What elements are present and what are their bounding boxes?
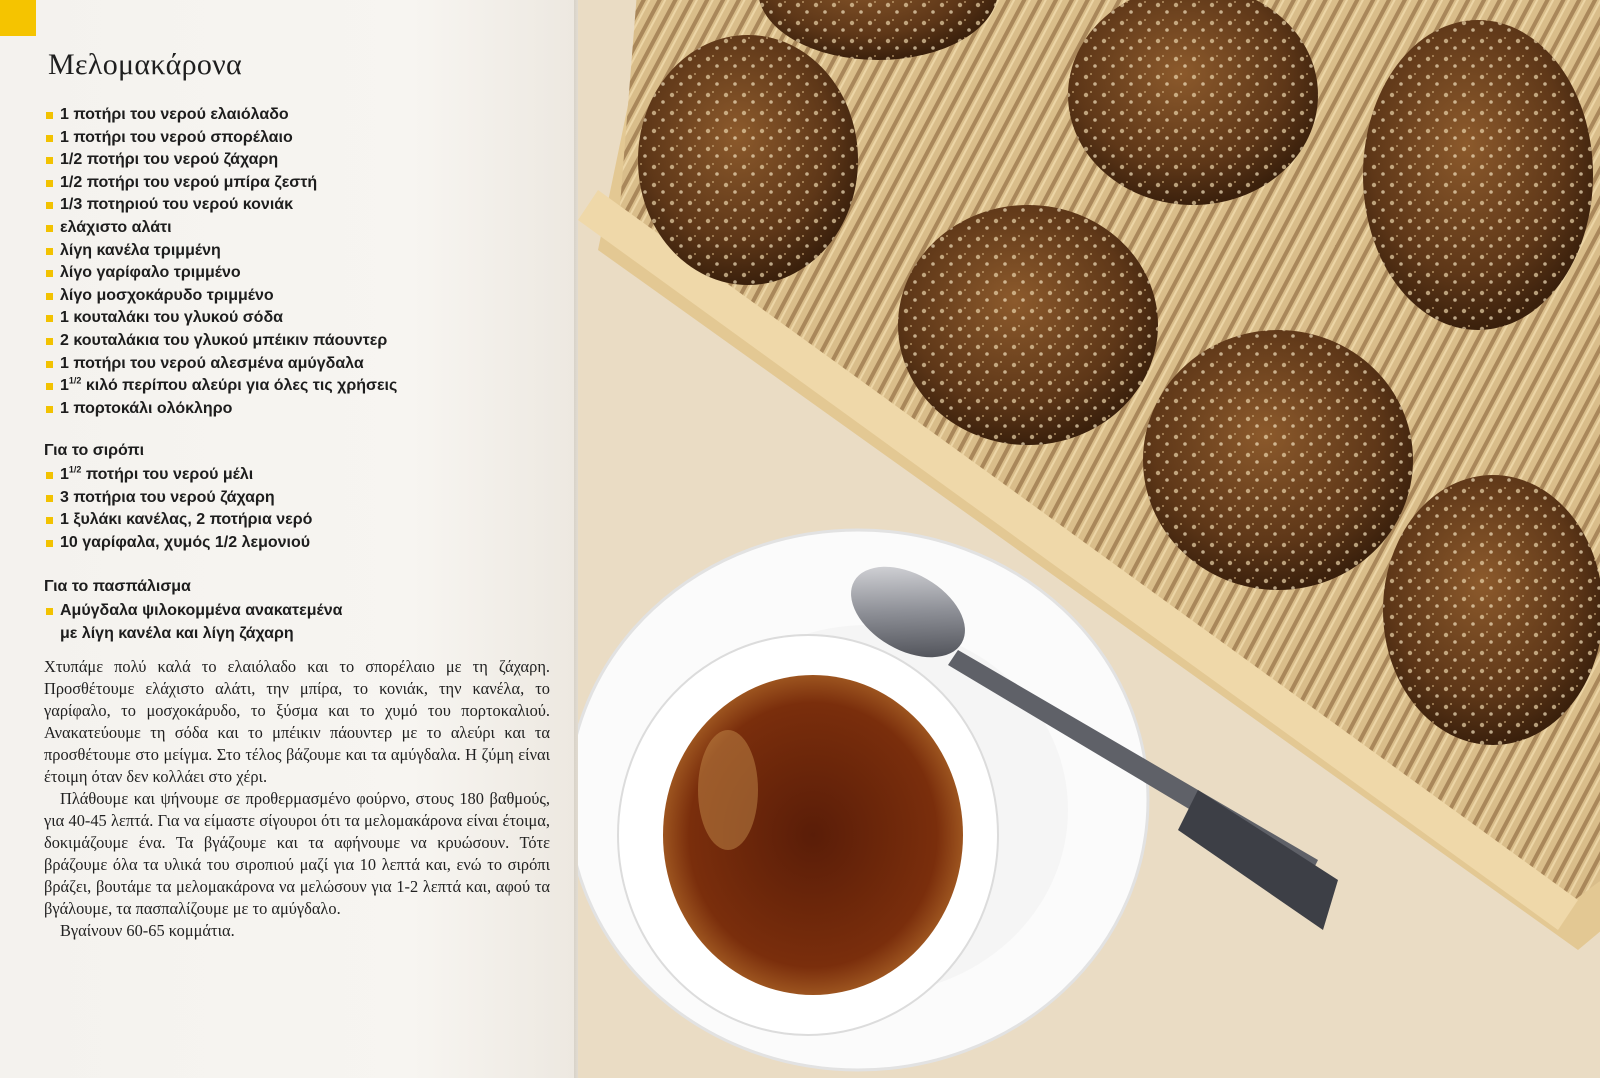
bullet-square-icon <box>46 293 53 300</box>
dusting-list <box>46 600 342 645</box>
bullet-square-icon <box>46 495 53 502</box>
syrup-list <box>46 464 312 554</box>
syrup-item: $1^{1/2}$ ποτήρι του νερού μέλι <box>46 464 312 487</box>
recipe-page <box>0 0 590 1078</box>
syrup-item: 3 ποτήρια του νερού ζάχαρη <box>46 487 312 510</box>
ingredient-item: 2 κουταλάκια του γλυκού μπέικιν πάουντερ <box>46 330 397 353</box>
dusting-heading: Για το πασπάλισμα <box>44 578 191 595</box>
ingredient-item: 1 ποτήρι του νερού ελαιόλαδο <box>46 104 397 127</box>
method-paragraph-1: Χτυπάμε πολύ καλά το ελαιόλαδο και το σπορέλαιο με τη ζάχαρη. Προσθέτουμε ελάχιστο αλάτι, την μπίρα, το κονιάκ, την κανέλα, το γαρίφαλο, το μοσχοκάρυδο, το ξύσμα και το χυμό του πορτοκαλιού. Ανακατεύουμε τη σόδα και το μπέικιν πάουντερ με το αλεύρι και τα προσθέτουμε στο μείγμα. Στο τέλος βάζουμε και τα αμύγδαλα. Η ζύμη είναι έτοιμη όταν δεν κολλάει στο χέρι. <box>44 657 550 786</box>
syrup-item: 1 ξυλάκι κανέλας, 2 ποτήρια νερό <box>46 509 312 532</box>
ingredient-item: 1 ποτήρι του νερού αλεσμένα αμύγδαλα <box>46 353 397 376</box>
bullet-square-icon <box>46 338 53 345</box>
bullet-square-icon <box>46 112 53 119</box>
syrup-heading: Για το σιρόπι <box>44 442 145 459</box>
bullet-square-icon <box>46 383 53 390</box>
recipe-title: Μελομακάρονα <box>48 48 243 81</box>
ingredient-item: 1 πορτοκάλι ολόκληρο <box>46 398 397 421</box>
bullet-square-icon <box>46 406 53 413</box>
bullet-square-icon <box>46 540 53 547</box>
ingredient-item: λίγο μοσχοκάρυδο τριμμένο <box>46 285 397 308</box>
ingredient-item: λίγη κανέλα τριμμένη <box>46 240 397 263</box>
dusting-item-continued: με λίγη κανέλα και λίγη ζάχαρη <box>60 624 294 642</box>
yellow-corner-tab <box>0 0 36 36</box>
yield-text: Βγαίνουν 60-65 κομμάτια. <box>60 921 235 940</box>
bullet-square-icon <box>46 180 53 187</box>
ingredient-item: 1 ποτήρι του νερού σπορέλαιο <box>46 127 397 150</box>
bullet-square-icon <box>46 135 53 142</box>
method-paragraph-2: Πλάθουμε και ψήνουμε σε προθερμασμένο φούρνο, στους 180 βαθμούς, για 40-45 λεπτά. Για να είμαστε σίγουροι ότι τα μελομακάρονα είναι έτοιμα, δοκιμάζουμε ένα. Τα βγάζουμε και τα αφήνουμε να κρυώσουν. Τότε βράζουμε όλα τα υλικά του σιροπιού μαζί για 10 λεπτά και, ενώ το σιρόπι βράζει, βουτάμε τα μελομακάρονα να μελώσουν για 1-2 λεπτά και, αφού τα βγάλουμε, τα πασπαλίζουμε με το αμύγδαλο. <box>44 789 550 918</box>
melomakarona-photo <box>578 0 1600 1078</box>
bullet-square-icon <box>46 361 53 368</box>
ingredient-item: 1 κουταλάκι του γλυκού σόδα <box>46 307 397 330</box>
bullet-square-icon <box>46 202 53 209</box>
bullet-square-icon <box>46 248 53 255</box>
bullet-square-icon <box>46 517 53 524</box>
bullet-square-icon <box>46 608 53 615</box>
bullet-square-icon <box>46 315 53 322</box>
ingredients-list <box>46 104 397 420</box>
syrup-item: 10 γαρίφαλα, χυμός 1/2 λεμονιού <box>46 532 312 555</box>
dusting-item: Αμύγδαλα ψιλοκομμένα ανακατεμένα <box>46 600 342 623</box>
ingredient-item: 1/2 ποτήρι του νερού ζάχαρη <box>46 149 397 172</box>
bullet-square-icon <box>46 157 53 164</box>
bullet-square-icon <box>46 472 53 479</box>
ingredient-item: 1/3 ποτηριού του νερού κονιάκ <box>46 194 397 217</box>
photo-illustration <box>578 0 1600 1078</box>
ingredient-item: $1^{1/2}$ κιλό περίπου αλεύρι για όλες τις χρήσεις <box>46 375 397 398</box>
ingredient-item: ελάχιστο αλάτι <box>46 217 397 240</box>
ingredient-item: 1/2 ποτήρι του νερού μπίρα ζεστή <box>46 172 397 195</box>
ingredient-item: λίγο γαρίφαλο τριμμένο <box>46 262 397 285</box>
bullet-square-icon <box>46 270 53 277</box>
method-text <box>44 656 550 942</box>
bullet-square-icon <box>46 225 53 232</box>
